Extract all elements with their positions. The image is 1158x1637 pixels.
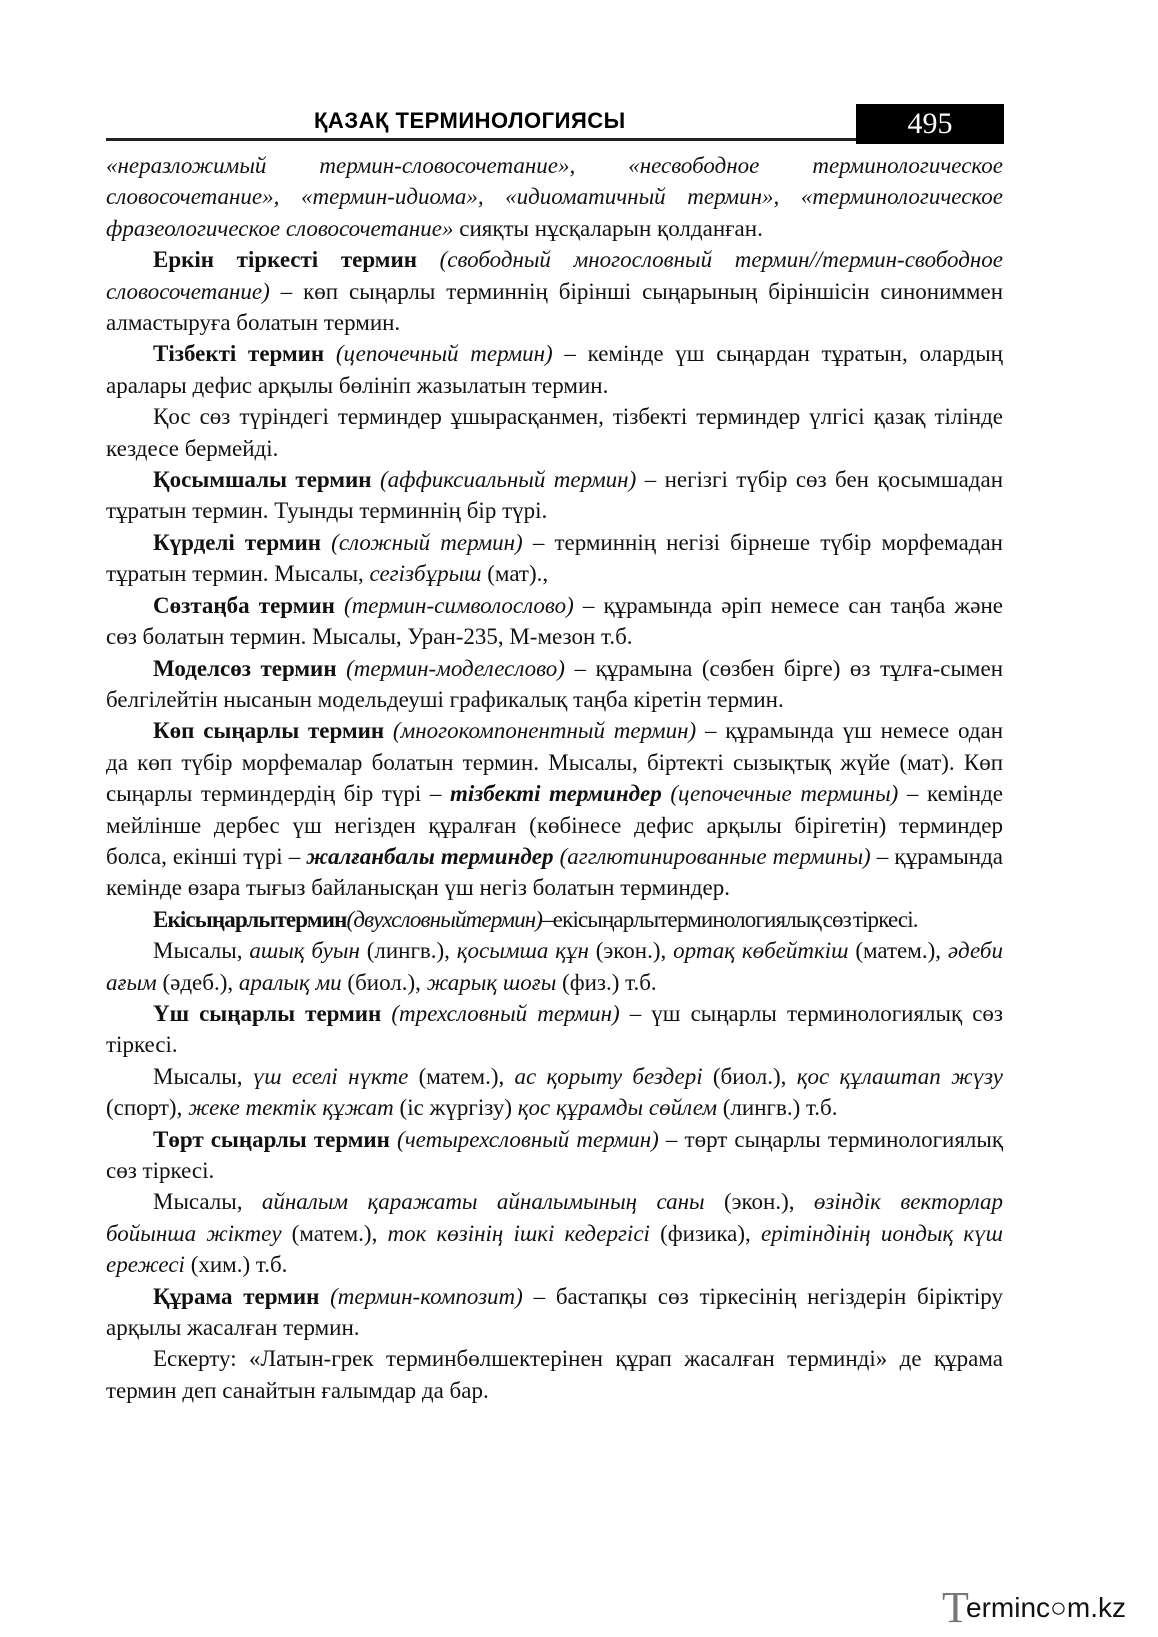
paragraph-4 [106,401,1003,464]
term-definition: – терминнің негізі бірнеше түбір морфемадан тұратын термин. Мысалы, [106,529,1003,587]
term-definition: – негізгі түбір сөз бен қосымшадан тұратын термин. Туынды терминнің бір түрі. [106,467,1004,524]
paragraph-text: – құрамында кемінде өзара тығыз байланысқан үш негіз болатын терминдер. [106,843,1004,901]
term-russian: (сложный термин) [331,529,523,555]
paragraph-2 [106,244,1003,338]
term-definition: – көп сыңарлы терминнің біріншi сыңарының біріншісін синониммен алмастыруға болатын термин. [106,278,1003,336]
term-heading: Құрама термин [153,1283,320,1309]
example-term: өзіндік векторлар бойынша жіктеу [106,1189,1004,1246]
term-heading: Қосымшалы термин [153,467,372,493]
example-term: ерітіндінің иондық күш ережесі [106,1220,1003,1278]
running-title: ҚАЗАҚ ТЕРМИНОЛОГИЯСЫ [314,108,626,133]
paragraph-3 [106,338,1003,401]
paragraph-8 [106,653,1003,716]
term-definition: – кемінде үш сыңардан тұратын, олардың аралары дефис арқылы бөлініп жазылатын термин. [106,341,1003,398]
example-term: сегізбұрыш [369,561,482,587]
emphasized-term: тізбекті терминдер [449,781,662,807]
term-definition: – құрамында әріп немесе сан таңба және сөз болатын термин. Мысалы, Уран-235, М-мезон т.б. [106,592,1003,650]
term-russian: (агглютинированные термины) [559,843,871,869]
paragraph-15: Мысалы, айналым қаражаты айналымының саны (экон.), өзіндік векторлар бойынша жіктеу (матем.), ток көзінің ішкі кедергісі (физика), ерітіндінің иондық күш ережесі (хим.) т.б. [106,1189,1004,1278]
paragraph-17 [106,1343,1003,1406]
page-header [106,104,1006,146]
example-term: қосымша құн [456,938,589,964]
term-heading: Көп сыңарлы термин [153,718,385,744]
example-term: жарық шоғы [426,969,557,995]
paragraph-text: сияқты нұсқаларын қолданған. [453,215,763,241]
term-definition: – төрт сыңарлы терминологиялық сөз тіркесі. [106,1126,1004,1183]
term-definition: – құрамына (сөзбен бірге) өз тұлға-сымен белгілейтін нысанын модельдеуші графикалық таңба кіретін термин. [106,655,1004,712]
logo-letter: T [942,1583,969,1632]
paragraph-14 [106,1124,1003,1187]
paragraph-13: Мысалы, үш еселі нүкте (матем.), ас қорыту бездері (биол.), қос құлаштап жүзу (спорт), жеке тектік құжат (іс жүргізу) қос құрамды сөйлем (лингв.) т.б. [106,1063,1004,1121]
example-term: айналым қаражаты айналымының саны [261,1189,705,1215]
paragraph-text: (мат)., [481,561,549,587]
paragraph-12 [106,998,1003,1061]
term-russian: (многокомпонентный термин) [392,718,697,744]
emphasized-term: жалғанбалы терминдер [306,843,554,869]
term-russian: (цепочечные термины) [670,781,899,807]
term-russian: (цепочечный термин) [335,341,553,367]
paragraph-9 [106,715,1003,903]
paragraph-11: Мысалы, ашық буын (лингв.), қосымша құн (экон.), ортақ көбейткіш (матем.), әдеби ағым (әдеб.), аралық ми (биол.), жарық шоғы (физ.) т.б. [106,938,1003,995]
term-definition: –екісыңарлытерминологиялық сөз тіркесі. [542,906,918,932]
italic-phrase: «неразложимый термин-словосочетание», «несвободное терминологическое словосочетание», «термин-идиома», «идиоматичный термин», «терминологическое фразеологическое словосочетание» [106,153,1003,241]
example-term: ас қорыту бездері [514,1063,703,1089]
paragraph-5 [106,464,1003,527]
term-russian: (трехсловный термин) [391,1000,620,1026]
term-russian: (свободный многословный термин//термин-свободное словосочетание) [106,247,1004,304]
term-heading: Сөзтаңба термин [153,592,335,618]
header-rule [106,138,856,141]
example-term: ашық буын [249,938,360,964]
term-heading: Моделсөз термин [153,655,337,681]
paragraph-text: – кемінде мейлінше дербес үш негізден құралған (көбінесе дефис арқылы бірігетін) терминдер болса, екінші түрі – [106,781,1004,869]
term-russian: (аффиксиальный термин) [379,467,637,493]
example-term: үш еселі нүкте [252,1063,409,1089]
term-definition: – құрамында үш немесе одан да көп түбір морфемалар болатын термин. Мысалы, біртекті сызықтық жүйе (мат). Көп сыңарлы терминдердің бір түрі – [106,718,1004,807]
term-heading: Төрт сыңарлы термин [153,1126,390,1152]
term-heading: Еркін тіркесті термин [153,247,417,273]
paragraph-text: Ескерту: «Латын-грек терминбөлшектерінен құрап жасалған терминді» де құрама термин деп санайтын ғалымдар да бар. [106,1346,1003,1403]
term-russian: (двухсловныйтермин) [346,906,543,932]
example-term: ортақ көбейткіш [673,938,849,964]
page-number: 495 [856,104,1004,144]
term-heading: Үш сыңарлы термин [153,1000,382,1026]
term-russian: (термин-символослово) [344,592,574,618]
term-russian: (термин-моделеслово) [346,655,565,681]
example-term: жеке тектік құжат [188,1095,394,1121]
paragraph-1 [106,150,1003,244]
paragraph-10 [106,904,1003,935]
example-term: қос құлаштап жүзу [796,1063,1004,1089]
term-heading: Күрделі термин [153,529,322,555]
paragraph-7 [106,590,1003,653]
paragraph-6 [106,527,1003,590]
term-heading: Екісыңарлытермин [153,906,347,932]
term-heading: Тізбекті термин [153,341,325,367]
term-definition: – бастапқы сөз тіркесінің негіздерін біріктіру арқылы жасалған термин. [106,1283,1003,1341]
logo-text: erminc○m.kz [966,1592,1127,1623]
paragraph-16 [106,1281,1003,1344]
term-definition: – үш сыңарлы терминологиялық сөз тіркесі. [106,1000,1003,1058]
term-russian: (термин-композит) [330,1283,523,1309]
watermark-logo [942,1583,1132,1632]
term-russian: (четырехсловный термин) [397,1126,659,1152]
example-term: аралық ми [238,969,342,995]
example-term: әдеби ағым [106,938,1003,995]
example-term: қос құрамды сөйлем [517,1095,718,1121]
paragraph-text: Қос сөз түріндегі терминдер ұшырасқанмен, тізбекті терминдер үлгісі қазақ тілінде кездесе бермейді. [106,404,1003,461]
page-body [106,150,1003,1406]
example-term: ток көзінің ішкі кедергісі [387,1220,650,1246]
